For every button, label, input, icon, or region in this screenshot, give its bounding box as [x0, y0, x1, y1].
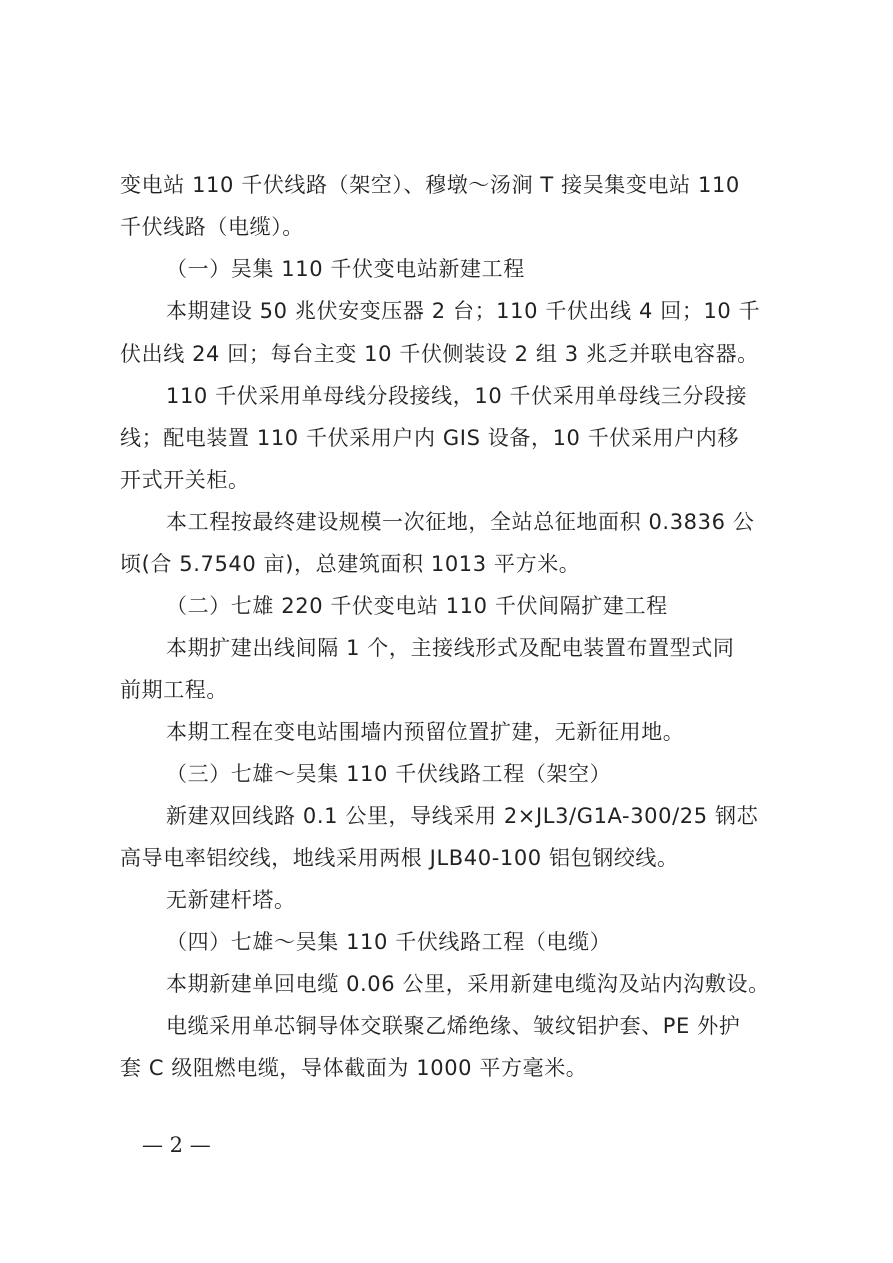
text-line-22: 套 C 级阻燃电缆，导体截面为 1000 平方毫米。 — [120, 1056, 588, 1080]
text-line-21: 电缆采用单芯铜导体交联聚乙烯绝缘、皱纹铝护套、PE 外护 — [166, 1014, 741, 1038]
text-line-17: 高导电率铝绞线，地线采用两根 JLB40-100 铝包钢绞线。 — [120, 846, 679, 870]
text-line-13: 前期工程。 — [120, 678, 228, 702]
text-line-7: 线；配电装置 110 千伏采用户内 GIS 设备，10 千伏采用户内移 — [120, 426, 739, 450]
text-line-16: 新建双回线路 0.1 公里，导线采用 2×JL3/G1A-300/25 钢芯 — [166, 804, 759, 828]
section-heading-1: （一）吴集 110 千伏变电站新建工程 — [166, 257, 525, 281]
text-line-1: 变电站 110 千伏线路（架空）、穆墩～汤涧 T 接吴集变电站 110 — [120, 173, 740, 197]
text-line-2: 千伏线路（电缆）。 — [120, 215, 304, 239]
text-line-4: 本期建设 50 兆伏安变压器 2 台；110 千伏出线 4 回；10 千 — [166, 299, 761, 323]
section-heading-3: （三）七雄～吴集 110 千伏线路工程（架空） — [166, 762, 612, 786]
text-line-9: 本工程按最终建设规模一次征地，全站总征地面积 0.3836 公 — [166, 510, 755, 534]
text-line-5: 伏出线 24 回；每台主变 10 千伏侧装设 2 组 3 兆乏并联电容器。 — [120, 342, 759, 366]
text-line-18: 无新建杆塔。 — [166, 888, 296, 912]
page-number: — 2 — — [142, 1133, 211, 1157]
text-line-8: 开式开关柜。 — [120, 468, 250, 492]
text-line-20: 本期新建单回电缆 0.06 公里，采用新建电缆沟及站内沟敷设。 — [166, 972, 770, 996]
section-heading-2: （二）七雄 220 千伏变电站 110 千伏间隔扩建工程 — [166, 594, 668, 618]
text-line-6: 110 千伏采用单母线分段接线，10 千伏采用单母线三分段接 — [166, 384, 748, 408]
section-heading-4: （四）七雄～吴集 110 千伏线路工程（电缆） — [166, 930, 612, 954]
text-line-10: 顷(合 5.7540 亩)，总建筑面积 1013 平方米。 — [120, 552, 581, 576]
text-line-12: 本期扩建出线间隔 1 个，主接线形式及配电装置布置型式同 — [166, 636, 735, 660]
text-line-14: 本期工程在变电站围墙内预留位置扩建，无新征用地。 — [166, 720, 685, 744]
